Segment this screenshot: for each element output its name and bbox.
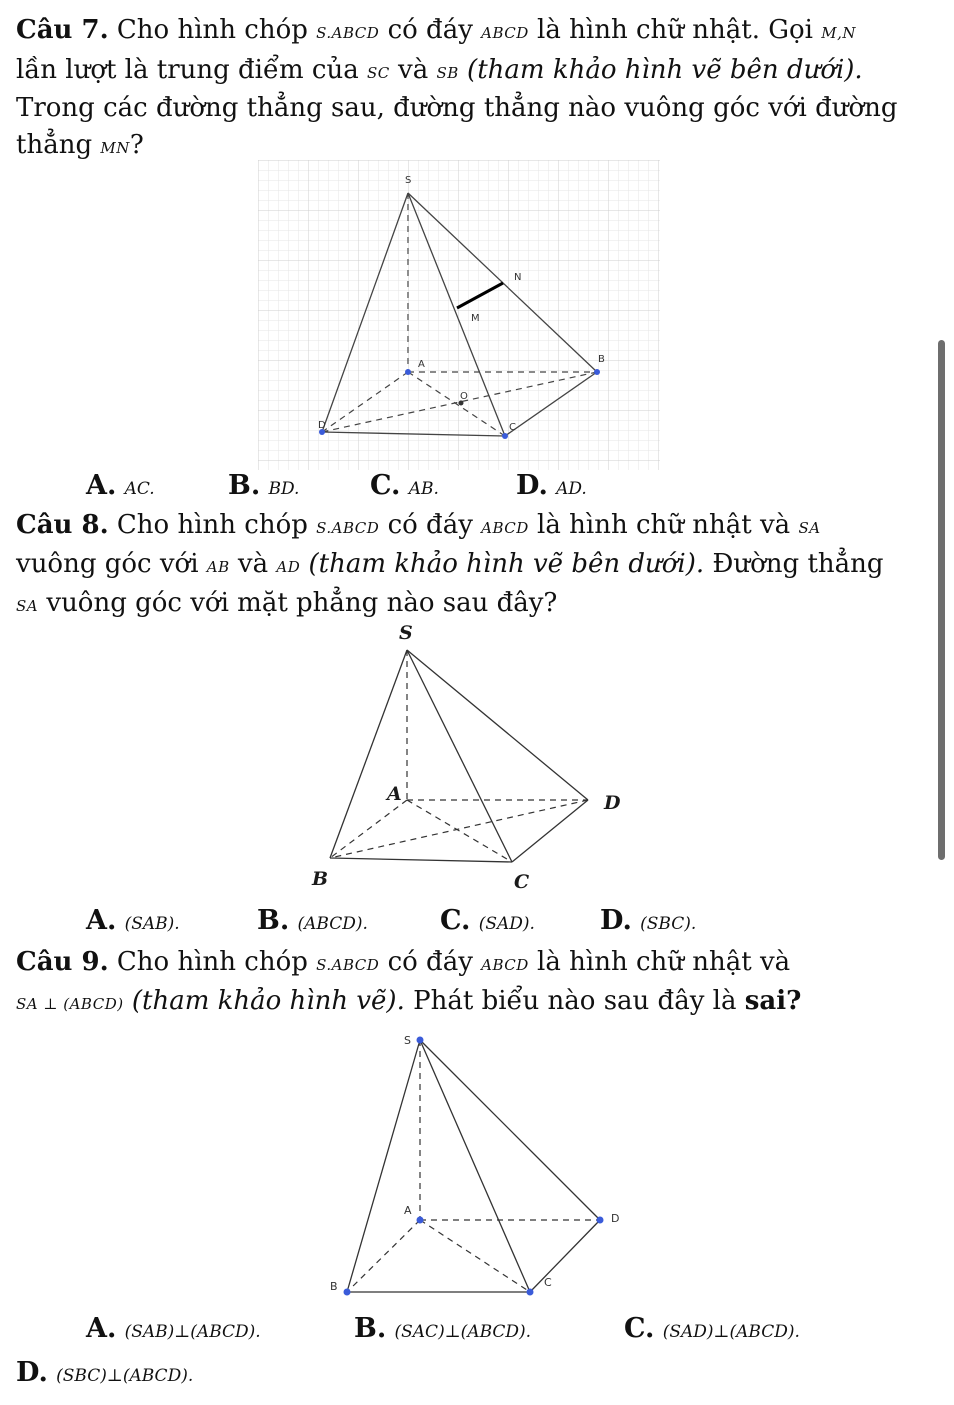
edge-CD: [512, 800, 588, 862]
q7-option-c[interactable]: C. AB.: [370, 470, 439, 501]
label-C: C: [514, 871, 530, 893]
q9-figure: [300, 1030, 640, 1300]
q8-line-3: SA vuông góc với mặt phẳng nào sau đây?: [16, 588, 558, 618]
q8-option-c[interactable]: C. (SAD).: [440, 905, 535, 936]
q9-option-b[interactable]: B. (SAC)⊥(ABCD).: [354, 1313, 532, 1344]
label-B: B: [598, 354, 605, 365]
scrollbar[interactable]: [938, 340, 945, 860]
q9-label: Câu 9.: [16, 947, 109, 977]
q7-label: Câu 7.: [16, 15, 109, 45]
q9-option-a[interactable]: A. (SAB)⊥(ABCD).: [86, 1313, 261, 1344]
label-S: S: [404, 1034, 411, 1047]
label-S: S: [405, 175, 412, 186]
q9-line-2: SA ⊥ (ABCD) (tham khảo hình vẽ). Phát biểu nào sau đây là sai?: [16, 986, 802, 1016]
edge-SB: [347, 1040, 420, 1292]
q7-option-b[interactable]: B. BD.: [228, 470, 300, 501]
diag-AC: [420, 1220, 530, 1292]
label-A: A: [387, 783, 402, 805]
label-S: S: [399, 622, 413, 644]
edge-CD: [530, 1220, 600, 1292]
q7-option-a[interactable]: A. AC.: [86, 470, 155, 501]
point-A: [405, 369, 411, 375]
q9-line-1: Câu 9. Cho hình chóp S.ABCD có đáy ABCD là hình chữ nhật và: [16, 947, 791, 977]
label-O: O: [460, 391, 468, 402]
point-S: [417, 1037, 424, 1044]
label-M: M: [471, 313, 480, 324]
point-A: [417, 1217, 424, 1224]
edge-BC: [330, 858, 512, 862]
q8-option-a[interactable]: A. (SAB).: [86, 905, 180, 936]
label-N: N: [514, 272, 522, 283]
edge-SC: [407, 650, 512, 862]
edge-SC: [420, 1040, 530, 1292]
label-C: C: [544, 1276, 552, 1289]
q7-figure: [258, 160, 660, 470]
q7-line-4: thẳng MN?: [16, 130, 144, 160]
label-C: C: [509, 422, 516, 433]
q8-option-b[interactable]: B. (ABCD).: [257, 905, 368, 936]
q8-label: Câu 8.: [16, 510, 109, 540]
q7-line-2: lần lượt là trung điểm của SC và SB (tham khảo hình vẽ bên dưới).: [16, 55, 863, 85]
q8-line-1: Câu 8. Cho hình chóp S.ABCD có đáy ABCD là hình chữ nhật và SA: [16, 510, 821, 540]
q7-option-d[interactable]: D. AD.: [516, 470, 587, 501]
q8-figure: [300, 615, 640, 895]
label-B: B: [330, 1280, 338, 1293]
label-D: D: [611, 1212, 620, 1225]
q7-line-1: Câu 7. Cho hình chóp S.ABCD có đáy ABCD là hình chữ nhật. Gọi M,N: [16, 15, 857, 45]
point-D: [597, 1217, 604, 1224]
q8-line-2: vuông góc với AB và AD (tham khảo hình vẽ bên dưới). Đường thẳng: [16, 549, 884, 579]
label-D: D: [604, 792, 621, 814]
label-B: B: [312, 868, 329, 890]
q9-option-d[interactable]: D. (SBC)⊥(ABCD).: [16, 1357, 194, 1388]
label-A: A: [404, 1204, 412, 1217]
label-D: D: [318, 420, 326, 431]
q9-option-c[interactable]: C. (SAD)⊥(ABCD).: [624, 1313, 800, 1344]
q8-option-d[interactable]: D. (SBC).: [600, 905, 697, 936]
point-C: [527, 1289, 534, 1296]
point-B: [594, 369, 600, 375]
edge-SB: [330, 650, 407, 858]
label-A: A: [418, 359, 425, 370]
edge-SD: [407, 650, 588, 800]
q7-line-3: Trong các đường thẳng sau, đường thẳng nào vuông góc với đường: [16, 93, 898, 123]
point-B: [344, 1289, 351, 1296]
point-C: [502, 433, 508, 439]
edge-SD: [420, 1040, 600, 1220]
